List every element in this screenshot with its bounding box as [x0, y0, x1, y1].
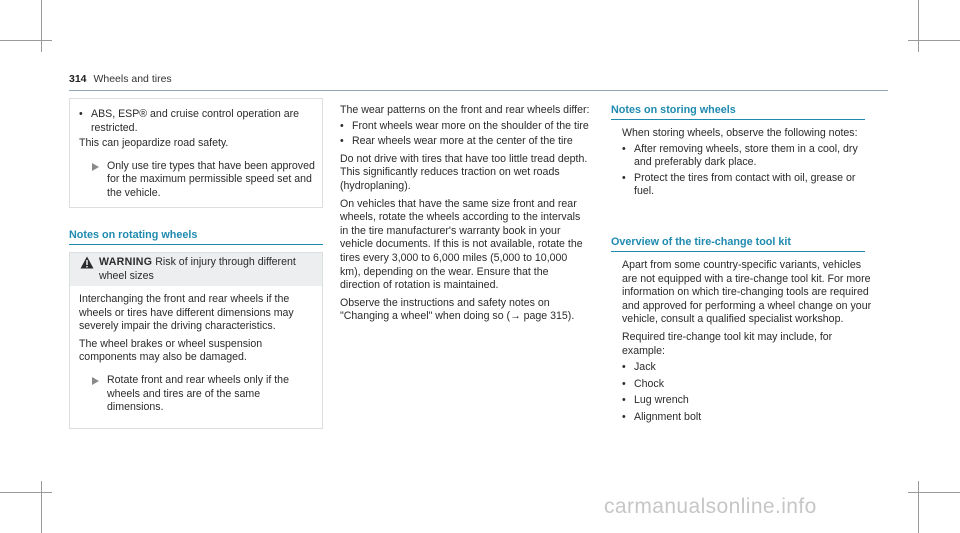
crop-mark: [41, 481, 42, 533]
safety-note: This can jeopardize road safety.: [79, 137, 229, 150]
watermark: carmanualsonline.info: [604, 495, 817, 518]
paragraph: On vehicles that have the same size front and rear wheels, rotate the wheels according to the intervals in the tire manufacturer's warranty book in your vehicle documents. If this is not available, rotate the tires every 3,000 to 6,000 miles (5,000 to 10,000 km), depending on the wear. Ensure that the direction of rotation is maintained.: [340, 197, 583, 292]
list-item: • Protect the tires from contact with oil, grease or fuel.: [622, 172, 872, 199]
paragraph: Required tire-change tool kit may include, for example:: [622, 330, 833, 357]
section-underline: [611, 251, 865, 252]
paragraph: Do not drive with tires that have too little tread depth. This significantly reduces traction on wet roads (hydroplaning).: [340, 152, 588, 192]
section-underline: [69, 244, 323, 245]
paragraph-page-reference: Observe the instructions and safety notes on "Changing a wheel" when doing so (→ page 315).: [340, 296, 575, 323]
crop-mark: [0, 40, 52, 41]
crop-mark: [918, 0, 919, 52]
list-item: • Jack: [622, 361, 872, 375]
list-item: • Lug wrench: [622, 394, 872, 408]
crop-mark: [41, 0, 42, 52]
col3-tool-kit: [622, 259, 872, 425]
paragraph: The wear patterns on the front and rear wheels differ:: [340, 104, 590, 116]
warning-label: WARNING: [99, 256, 153, 268]
list-item: • After removing wheels, store them in a cool, dry and preferably dark place.: [622, 143, 872, 170]
crop-mark: [918, 481, 919, 533]
crop-mark: [0, 492, 52, 493]
step-arrow-icon: [92, 163, 99, 171]
list-item: • Front wheels wear more on the shoulder of the tire: [340, 120, 590, 134]
section-title-storing: Notes on storing wheels: [611, 104, 736, 116]
instruction-step: Rotate front and rear wheels only if the wheels and tires are of the same dimensions.: [79, 374, 317, 415]
paragraph: When storing wheels, observe the following notes:: [622, 127, 858, 139]
instruction-step: Only use tire types that have been approved for the maximum permissible speed set and the vehicle.: [79, 160, 315, 201]
list-item: • Chock: [622, 378, 872, 392]
section-title-tool-kit: Overview of the tire-change tool kit: [611, 236, 791, 248]
list-item: • ABS, ESP® and cruise control operation are restricted.: [79, 108, 315, 135]
page-number: 314: [69, 73, 87, 85]
section-underline: [611, 119, 865, 120]
warning-triangle-icon: [80, 256, 94, 269]
col1-top: [79, 108, 315, 201]
paragraph: Interchanging the front and rear wheels if the wheels or tires have different dimensions may severely impair the driving characteristics.: [79, 293, 294, 333]
list-item: • Rear wheels wear more at the center of the tire: [340, 135, 590, 149]
step-arrow-icon: [92, 377, 99, 385]
crop-mark: [908, 40, 960, 41]
warning-text: Risk of injury through different wheel sizes: [99, 256, 296, 282]
header-divider: [69, 90, 888, 91]
paragraph: The wheel brakes or wheel suspension components may also be damaged.: [79, 337, 263, 364]
warning-body: [79, 293, 317, 415]
crop-mark: [908, 492, 960, 493]
section-title-rotating: Notes on rotating wheels: [69, 229, 198, 241]
warning-heading: [99, 256, 317, 283]
running-header: [69, 73, 172, 87]
list-item: • Alignment bolt: [622, 411, 872, 425]
col3-storing: [622, 127, 872, 199]
paragraph: Apart from some country-specific variants, vehicles are not equipped with a tire-change tool kit. For more information on which tire-changing tools are required and approved for performing a wheel change on your vehicle, consult a qualified specialist workshop.: [622, 259, 872, 326]
header-title: Wheels and tires: [93, 73, 172, 85]
col2: [340, 104, 590, 324]
